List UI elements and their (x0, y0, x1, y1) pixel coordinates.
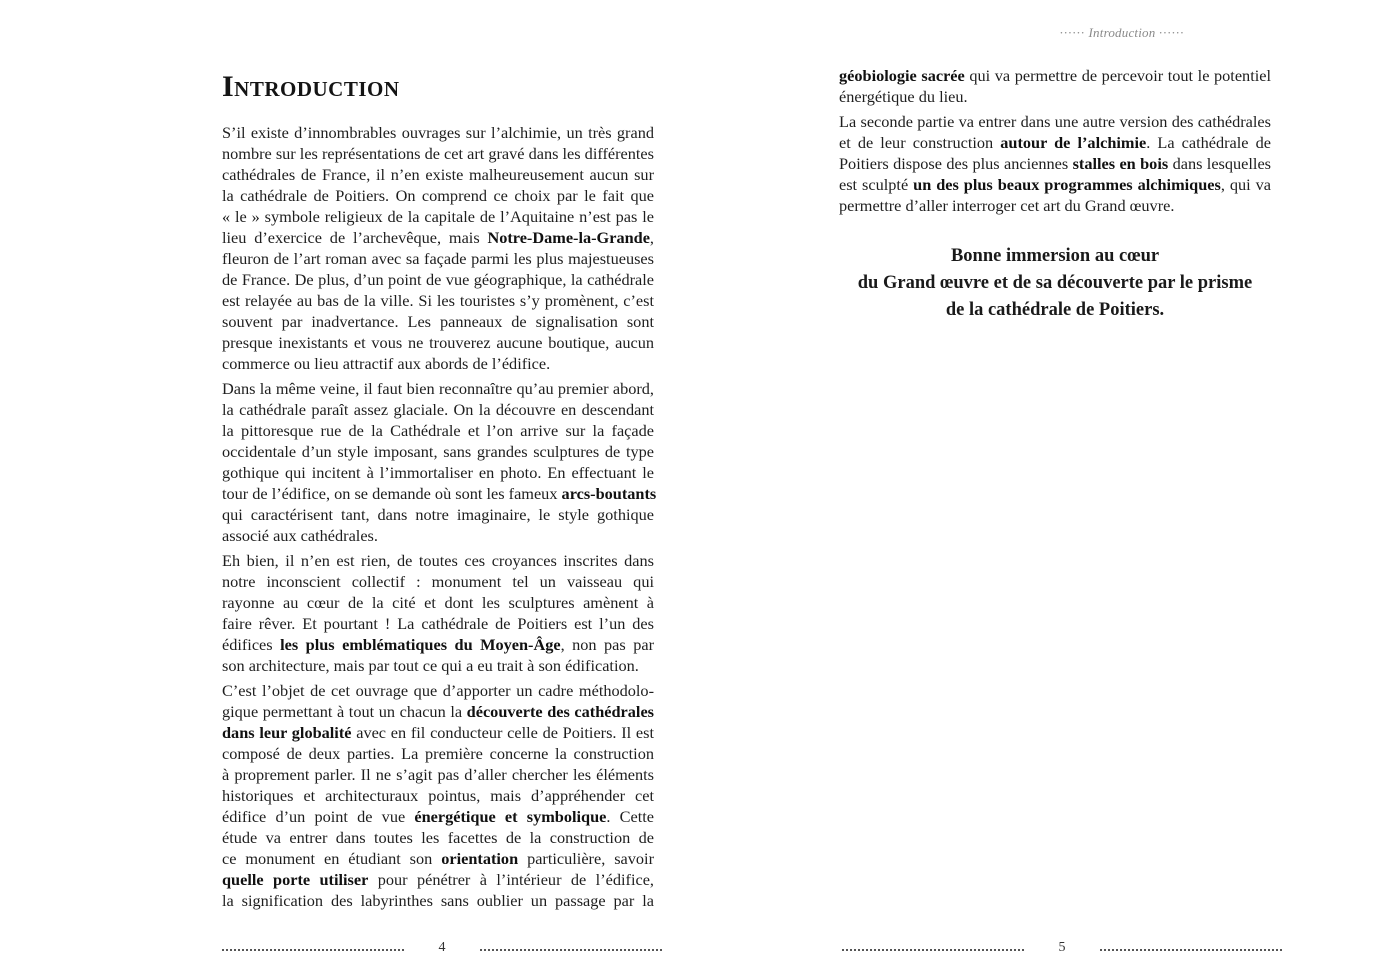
text-run: . Cette (606, 807, 654, 826)
text-run: Poitiers dispose des plus anciennes (839, 154, 1073, 173)
text-line (222, 655, 654, 676)
page-footer-right (842, 938, 1282, 958)
paragraph (222, 122, 654, 374)
text-line (839, 86, 1271, 107)
text-run: est sculpté (839, 175, 914, 194)
text-run: faire rêver. Et pourtant ! La cathédrale de Poitiers est l’un des (222, 614, 654, 633)
paragraph (222, 680, 654, 911)
text-run: gique permettant à tout un chacun la (222, 702, 467, 721)
paragraph (222, 378, 657, 546)
text-run: énergétique du lieu. (839, 87, 968, 106)
paragraph (839, 111, 1271, 216)
text-line (222, 290, 654, 311)
text-line (222, 550, 654, 571)
dotted-rule (842, 949, 1024, 951)
page-footer-left (222, 938, 662, 958)
emphasis-text: stalles en bois (1072, 154, 1169, 173)
text-run: rayonne au cœur de la cité et dont les sculptures amènent à (222, 593, 654, 612)
text-line (222, 504, 654, 525)
text-run: à proprement parler. Il ne s’agit pas d’aller chercher les éléments (222, 765, 654, 784)
text-line (222, 206, 654, 227)
text-run: la pittoresque rue de la Cathédrale et l’on arrive sur la façade (222, 421, 654, 440)
text-run: fleuron de l’art roman avec sa façade parmi les plus majestueuses (222, 249, 654, 268)
text-run: lieu d’exercice de l’archevêque, mais (222, 228, 488, 247)
text-run: particulière, savoir (518, 849, 654, 868)
text-line (222, 462, 654, 483)
text-run: , non pas par (560, 635, 654, 654)
emphasis-text: orientation (441, 849, 519, 868)
closing-line: du Grand œuvre et de sa découverte par le prisme (857, 273, 1253, 293)
text-run: , (649, 228, 654, 247)
text-run: la signification des labyrinthes sans oublier un passage par la (222, 891, 654, 910)
dotted-rule (222, 949, 404, 951)
left-body-text (222, 122, 657, 915)
text-line (222, 869, 654, 890)
text-line (839, 195, 1271, 216)
closing-statement (839, 243, 1271, 324)
page-number: 5 (1058, 940, 1066, 955)
text-line (839, 174, 1271, 195)
text-line (222, 764, 654, 785)
text-run: occidentale d’un style imposant, sans grandes sculptures de type (222, 442, 654, 461)
running-head-dots-right: ······ (1158, 25, 1185, 40)
text-run: pour pénétrer à l’intérieur de l’édifice, (368, 870, 654, 889)
text-line (222, 483, 657, 504)
text-line (222, 890, 654, 911)
text-line (222, 122, 654, 143)
emphasis-text: un des plus beaux programmes alchimiques (913, 175, 1221, 194)
emphasis-text: Notre-Dame-la-Grande (487, 228, 650, 247)
text-run: notre inconscient collectif : monument tel un vaisseau qui (222, 572, 654, 591)
text-run: qui caractérisent tant, dans notre imaginaire, le style gothique (222, 505, 654, 524)
text-run: historiques et architecturaux pointus, mais d’appréhender cet (222, 786, 654, 805)
text-line (222, 227, 654, 248)
right-page (700, 0, 1400, 980)
text-line (222, 525, 654, 546)
text-line (222, 399, 654, 420)
text-run: édifice d’un point de vue (222, 807, 415, 826)
text-run: Eh bien, il n’en est rien, de toutes ces croyances inscrites dans (222, 551, 654, 570)
text-line (222, 701, 654, 722)
text-line (222, 722, 654, 743)
text-line (222, 269, 654, 290)
text-line (222, 353, 654, 374)
dotted-rule (480, 949, 662, 951)
text-line (222, 785, 654, 806)
emphasis-text: quelle porte utiliser (222, 870, 369, 889)
text-line (222, 827, 654, 848)
text-run: cathédrales de France, il n’en existe malheureusement aucun sur (222, 165, 654, 184)
text-run: souvent par inadvertance. Les panneaux de signalisation sont (222, 312, 654, 331)
text-run: Dans la même veine, il faut bien reconnaître qu’au premier abord, (222, 379, 654, 398)
text-line (222, 680, 654, 701)
text-line (222, 441, 654, 462)
emphasis-text: énergétique et symbolique (414, 807, 607, 826)
text-run: la cathédrale paraît assez glaciale. On la découvre en descendant (222, 400, 654, 419)
text-line (222, 311, 654, 332)
text-run: la cathédrale de Poitiers. On comprend ce choix par le fait que (222, 186, 654, 205)
text-line (222, 185, 654, 206)
text-run: ce monument en étudiant son (222, 849, 442, 868)
text-run: C’est l’objet de cet ouvrage que d’apporter un cadre méthodolo- (222, 681, 654, 700)
emphasis-text: dans leur globalité (222, 723, 352, 742)
text-run: gothique qui incitent à l’immortaliser en photo. En effectuant le (222, 463, 654, 482)
text-run: dans lesquelles (1168, 154, 1272, 173)
text-line (222, 143, 654, 164)
text-run: nombre sur les représentations de cet art gravé dans les différentes (222, 144, 654, 163)
emphasis-text: autour de l’alchimie (1000, 133, 1147, 152)
running-head-title: Introduction (1088, 25, 1156, 40)
text-run: commerce ou lieu attractif aux abords de l’édifice. (222, 354, 551, 373)
text-line (222, 743, 654, 764)
emphasis-text: découverte des cathédrales (466, 702, 655, 721)
text-run: La seconde partie va entrer dans une autre version des cathédrales (839, 112, 1271, 131)
text-line (839, 132, 1271, 153)
text-line (222, 571, 654, 592)
right-body-text (839, 65, 1271, 220)
text-run: et de leur construction (839, 133, 1001, 152)
page-number: 4 (438, 940, 446, 955)
text-run: composé de deux parties. La première concerne la construction (222, 744, 654, 763)
dotted-rule (1100, 949, 1282, 951)
text-line (222, 378, 654, 399)
paragraph (222, 550, 654, 676)
text-run: permettre d’aller interroger cet art du Grand œuvre. (839, 196, 1175, 215)
text-run: . La cathédrale de (1146, 133, 1271, 152)
text-run: S’il existe d’innombrables ouvrages sur l’alchimie, un très grand (222, 123, 654, 142)
emphasis-text: les plus emblématiques du Moyen-Âge (280, 635, 561, 654)
emphasis-text: arcs-boutants (561, 484, 657, 503)
running-head-dots-left: ······ (1059, 25, 1086, 40)
text-run: qui va permettre de percevoir tout le potentiel (964, 66, 1271, 85)
text-line (222, 634, 654, 655)
text-run: son architecture, mais par tout ce qui a eu trait à son édification. (222, 656, 639, 675)
text-line (222, 806, 654, 827)
text-run: « le » symbole religieux de la capitale de l’Aquitaine n’est pas le (222, 207, 654, 226)
text-line (222, 613, 654, 634)
text-line (839, 153, 1271, 174)
running-head (982, 25, 1262, 41)
text-line (222, 420, 654, 441)
emphasis-text: géobiologie sacrée (839, 66, 965, 85)
closing-line: de la cathédrale de Poitiers. (945, 300, 1165, 320)
text-line (839, 65, 1271, 86)
text-line (222, 248, 654, 269)
paragraph (839, 65, 1271, 107)
closing-line: Bonne immersion au cœur (950, 246, 1160, 266)
text-line (839, 111, 1271, 132)
text-run: presque inexistants et vous ne trouverez aucune boutique, aucun (222, 333, 654, 352)
text-line (222, 332, 654, 353)
chapter-title: Introduction (222, 70, 400, 103)
text-run: tour de l’édifice, on se demande où sont les fameux (222, 484, 562, 503)
text-run: avec en fil conducteur celle de Poitiers. Il est (351, 723, 654, 742)
text-line (222, 592, 654, 613)
text-line (222, 848, 654, 869)
text-run: édifices (222, 635, 281, 654)
text-run: associé aux cathédrales. (222, 526, 378, 545)
text-run: , qui va (1220, 175, 1271, 194)
text-run: est relayée au bas de la ville. Si les touristes s’y promènent, c’est (222, 291, 654, 310)
text-run: de France. De plus, d’un point de vue géographique, la cathédrale (222, 270, 654, 289)
text-line (222, 164, 654, 185)
text-run: étude va entrer dans toutes les facettes de la construction de (222, 828, 654, 847)
